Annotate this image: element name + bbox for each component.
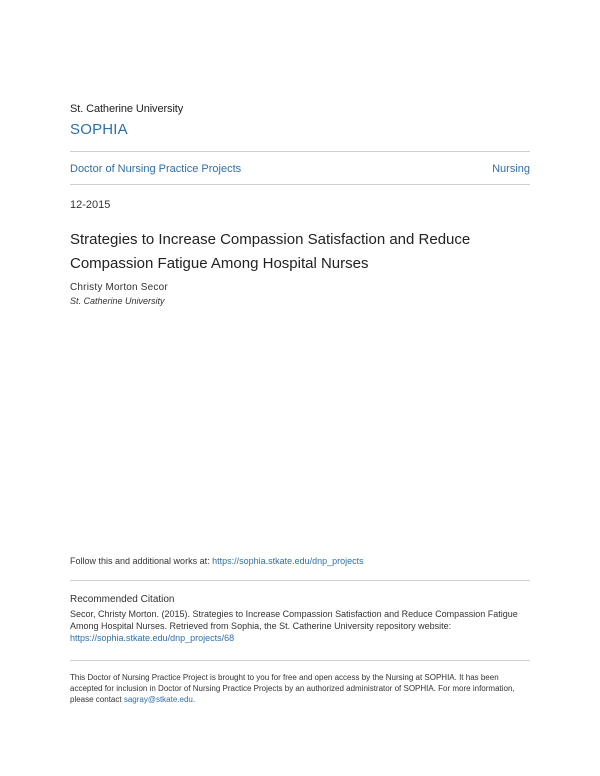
series-link[interactable]: Doctor of Nursing Practice Projects [70,163,242,175]
citation-divider [70,580,530,581]
citation-heading: Recommended Citation [70,594,175,605]
citation-body: Secor, Christy Morton. (2015). Strategies to Increase Compassion Satisfaction and Reduce Compassion Fatigue Among Hospital Nurses. Retrieved from Sophia, the St. Catherine University repository website: [70,609,518,631]
follow-line [70,556,364,566]
notice-end: . [192,695,196,704]
notice-divider [70,660,530,661]
author-affiliation: St. Catherine University [70,296,165,306]
paper-title: Strategies to Increase Compassion Satisfaction and Reduce Compassion Fatigue Among Hospital Nurses [70,231,471,272]
citation-link[interactable]: https://sophia.stkate.edu/dnp_projects/68 [70,633,235,643]
access-notice [70,672,532,705]
notice-body: This Doctor of Nursing Practice Project is brought to you for free and open access by the Nursing at SOPHIA. It has been accepted for inclusion in Doctor of Nursing Practice Projects by an authorized administrator of SOPHIA. For more information, please contact [70,673,515,704]
author-name: Christy Morton Secor [70,282,168,293]
nav-divider [70,184,530,185]
institution-name: St. Catherine University [70,103,184,115]
top-divider [70,151,530,152]
contact-email-link[interactable]: sagray@stkate.edu [123,695,193,704]
follow-label: Follow this and additional works at: [70,556,213,566]
publication-date: 12-2015 [70,199,111,211]
repository-logo-text[interactable]: SOPHIA [70,121,128,138]
department-link[interactable]: Nursing [492,163,530,175]
follow-link[interactable]: https://sophia.stkate.edu/dnp_projects [212,556,364,566]
citation-text [70,608,532,644]
